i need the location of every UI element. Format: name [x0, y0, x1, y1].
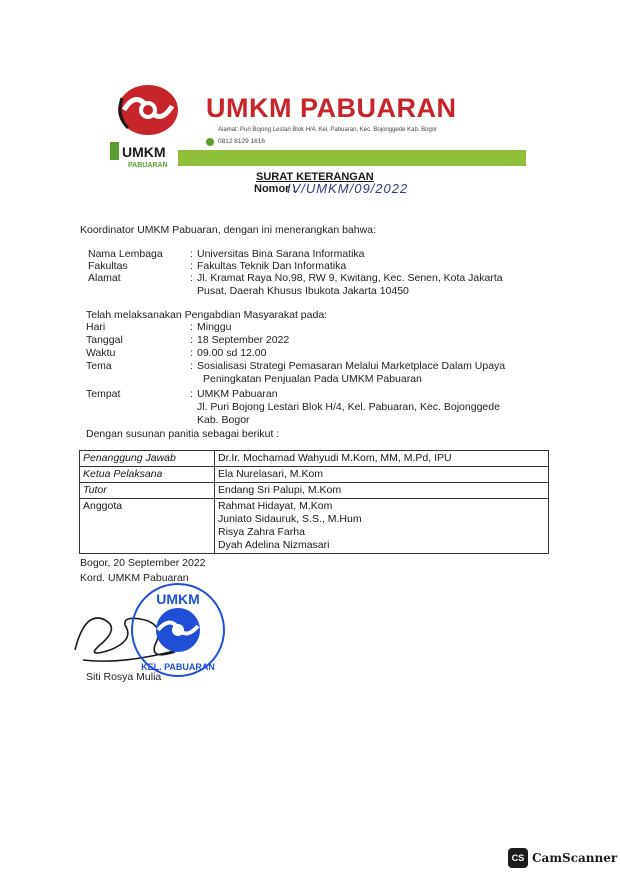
committee-member: Juniato Sidauruk, S.S., M.Hum	[218, 513, 362, 525]
faculty-label: Fakultas	[88, 260, 128, 272]
committee-intro: Dengan susunan panitia sebagai berikut :	[86, 428, 280, 440]
institution-name-label: Nama Lembaga	[88, 248, 163, 260]
place-label: Tempat	[86, 388, 121, 400]
umkm-logo	[108, 80, 188, 175]
colon: :	[190, 272, 193, 284]
theme-line-1: Sosialisasi Strategi Pemasaran Melalui Marketplace Dalam Upaya	[197, 360, 506, 372]
theme-line-2: Peningkatan Penjualan Pada UMKM Pabuaran	[203, 373, 422, 385]
committee-member: Dr.Ir. Mochamad Wahyudi M.Kom, MM, M.Pd, IPU	[218, 452, 452, 464]
colon: :	[190, 260, 193, 272]
colon: :	[190, 388, 193, 400]
whatsapp-icon	[206, 138, 214, 146]
day-value: Minggu	[197, 321, 232, 333]
committee-member: Risya Zahra Farha	[218, 526, 305, 538]
theme-label: Tema	[86, 360, 112, 372]
colon: :	[190, 347, 193, 359]
logo-text: UMKM	[122, 144, 166, 160]
committee-members	[215, 451, 549, 467]
time-value: 09.00 sd 12.00	[197, 347, 267, 359]
closing-position: Kord. UMKM Pabuaran	[80, 572, 189, 584]
table-row	[80, 467, 549, 483]
address-line-2: Pusat, Daerah Khusus Ibukota Jakarta 10450	[197, 285, 409, 297]
stamp-top-text: UMKM	[156, 591, 200, 607]
committee-member: Dyah Adelina Nizmasari	[218, 539, 330, 551]
place-line-2: Jl. Puri Bojong Lestari Blok H/4, Kel. Pabuaran, Kec. Bojonggede	[197, 401, 500, 413]
colon: :	[190, 360, 193, 372]
intro-text: Koordinator UMKM Pabuaran, dengan ini menerangkan bahwa:	[80, 224, 376, 236]
committee-member: Rahmat Hidayat, M.Kom	[218, 500, 333, 512]
committee-members	[215, 483, 549, 499]
colon: :	[190, 334, 193, 346]
time-label: Waktu	[86, 347, 116, 359]
document-title: SURAT KETERANGAN	[256, 171, 374, 183]
place-line-3: Kab. Bogor	[197, 414, 250, 426]
table-row	[80, 451, 549, 467]
camscanner-label: CamScanner	[532, 851, 618, 865]
committee-role: Anggota	[80, 499, 215, 554]
org-name: UMKM PABUARAN	[206, 93, 457, 123]
date-value: 18 September 2022	[197, 334, 290, 346]
org-phone: 0812 8129 1616	[218, 138, 265, 145]
committee-member: Ela Nurelasari, M.Kom	[218, 468, 324, 480]
umkm-stamp	[128, 580, 228, 680]
closing-place-date: Bogor, 20 September 2022	[80, 557, 206, 569]
activity-intro: Telah melaksanakan Pengabdian Masyarakat pada:	[86, 309, 328, 321]
signer-name: Siti Rosya Mulia	[86, 671, 162, 683]
faculty-value: Fakultas Teknik Dan Informatika	[197, 260, 347, 272]
day-label: Hari	[86, 321, 106, 333]
stamp-bottom-text: KEL. PABUARAN	[141, 662, 215, 672]
address-line-1: Jl. Kramat Raya No.98, RW 9, Kwitang, Kec. Senen, Kota Jakarta	[197, 272, 503, 284]
place-line-1: UMKM Pabuaran	[197, 388, 278, 400]
institution-name-value: Universitas Bina Sarana Informatika	[197, 248, 365, 260]
colon: :	[190, 248, 193, 260]
committee-role: Penanggung Jawab	[80, 451, 215, 467]
camscanner-icon: CS	[508, 848, 528, 868]
table-row	[80, 483, 549, 499]
header-green-bar	[178, 150, 526, 166]
committee-members	[215, 467, 549, 483]
committee-table	[79, 450, 549, 554]
committee-role: Ketua Pelaksana	[80, 467, 215, 483]
colon: :	[190, 321, 193, 333]
address-label: Alamat	[88, 272, 121, 284]
committee-members	[215, 499, 549, 554]
logo-subtext: PABUARAN	[128, 162, 168, 169]
date-label: Tanggal	[86, 334, 123, 346]
document-number-value: IV/UMKM/09/2022	[287, 181, 409, 196]
table-row	[80, 499, 549, 554]
committee-role: Tutor	[80, 483, 215, 499]
org-address: Alamat: Puri Bojong Lestari Blok H/4, Kel. Pabuaran, Kec. Bojonggede Kab. Bogor	[218, 127, 438, 133]
document-number-label: Nomor :	[254, 183, 297, 195]
committee-member: Endang Sri Palupi, M.Kom	[218, 484, 342, 496]
